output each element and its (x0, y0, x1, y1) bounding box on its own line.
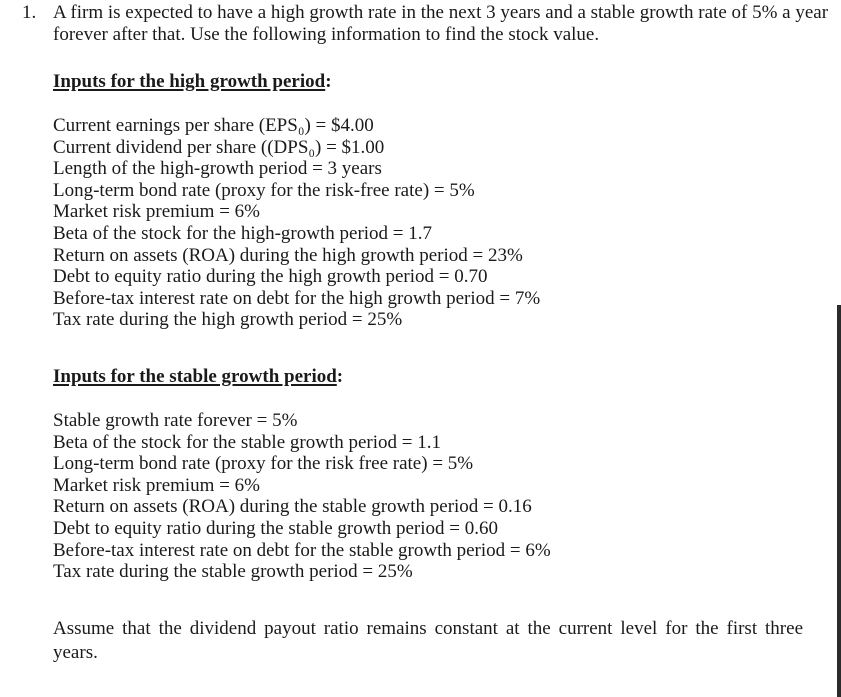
page-edge-shadow (837, 305, 841, 697)
list-item: Tax rate during the stable growth period = 25% (53, 561, 413, 583)
list-item: Before-tax interest rate on debt for the high growth period = 7% (53, 287, 541, 309)
stable-growth-inputs-list (53, 410, 551, 583)
list-item: Length of the high-growth period = 3 years (53, 158, 382, 180)
list-item: Market risk premium = 6% (53, 474, 261, 496)
list-item: Return on assets (ROA) during the stable growth period = 0.16 (53, 496, 532, 518)
list-item: Beta of the stock for the stable growth period = 1.1 (53, 431, 441, 453)
list-item: Stable growth rate forever = 5% (53, 410, 298, 431)
list-item: Current earnings per share (EPS₀) = $4.00 (53, 115, 374, 136)
list-item: Long-term bond rate (proxy for the risk-free rate) = 5% (53, 179, 475, 201)
question-text: A firm is expected to have a high growth rate in the next 3 years and a stable growth rate of 5% a year forever after that. Use the following information to find the stock value. (53, 2, 829, 45)
list-item: Current dividend per share ((DPS₀) = $1.00 (53, 136, 385, 158)
list-item: Return on assets (ROA) during the high growth period = 23% (53, 244, 523, 266)
high-growth-heading-text: Inputs for the high growth period (53, 71, 326, 92)
list-item: Market risk premium = 6% (53, 201, 261, 223)
high-growth-inputs-list (53, 115, 540, 331)
stable-growth-heading (53, 366, 343, 388)
list-item: Before-tax interest rate on debt for the stable growth period = 6% (53, 539, 551, 561)
high-growth-heading-colon: : (325, 71, 332, 92)
list-item: Long-term bond rate (proxy for the risk free rate) = 5% (53, 453, 474, 475)
list-item: Debt to equity ratio during the high growth period = 0.70 (53, 266, 488, 288)
assumption-note: Assume that the dividend payout ratio remains constant at the current level for the first three years. (53, 618, 803, 663)
question-number: 1. (22, 2, 37, 23)
stable-growth-heading-text: Inputs for the stable growth period (53, 366, 337, 387)
list-item: Tax rate during the high growth period = 25% (53, 309, 403, 331)
high-growth-heading (53, 71, 332, 93)
list-item: Debt to equity ratio during the stable growth period = 0.60 (53, 517, 498, 539)
list-item: Beta of the stock for the high-growth period = 1.7 (53, 222, 433, 244)
stable-growth-heading-colon: : (336, 366, 344, 387)
